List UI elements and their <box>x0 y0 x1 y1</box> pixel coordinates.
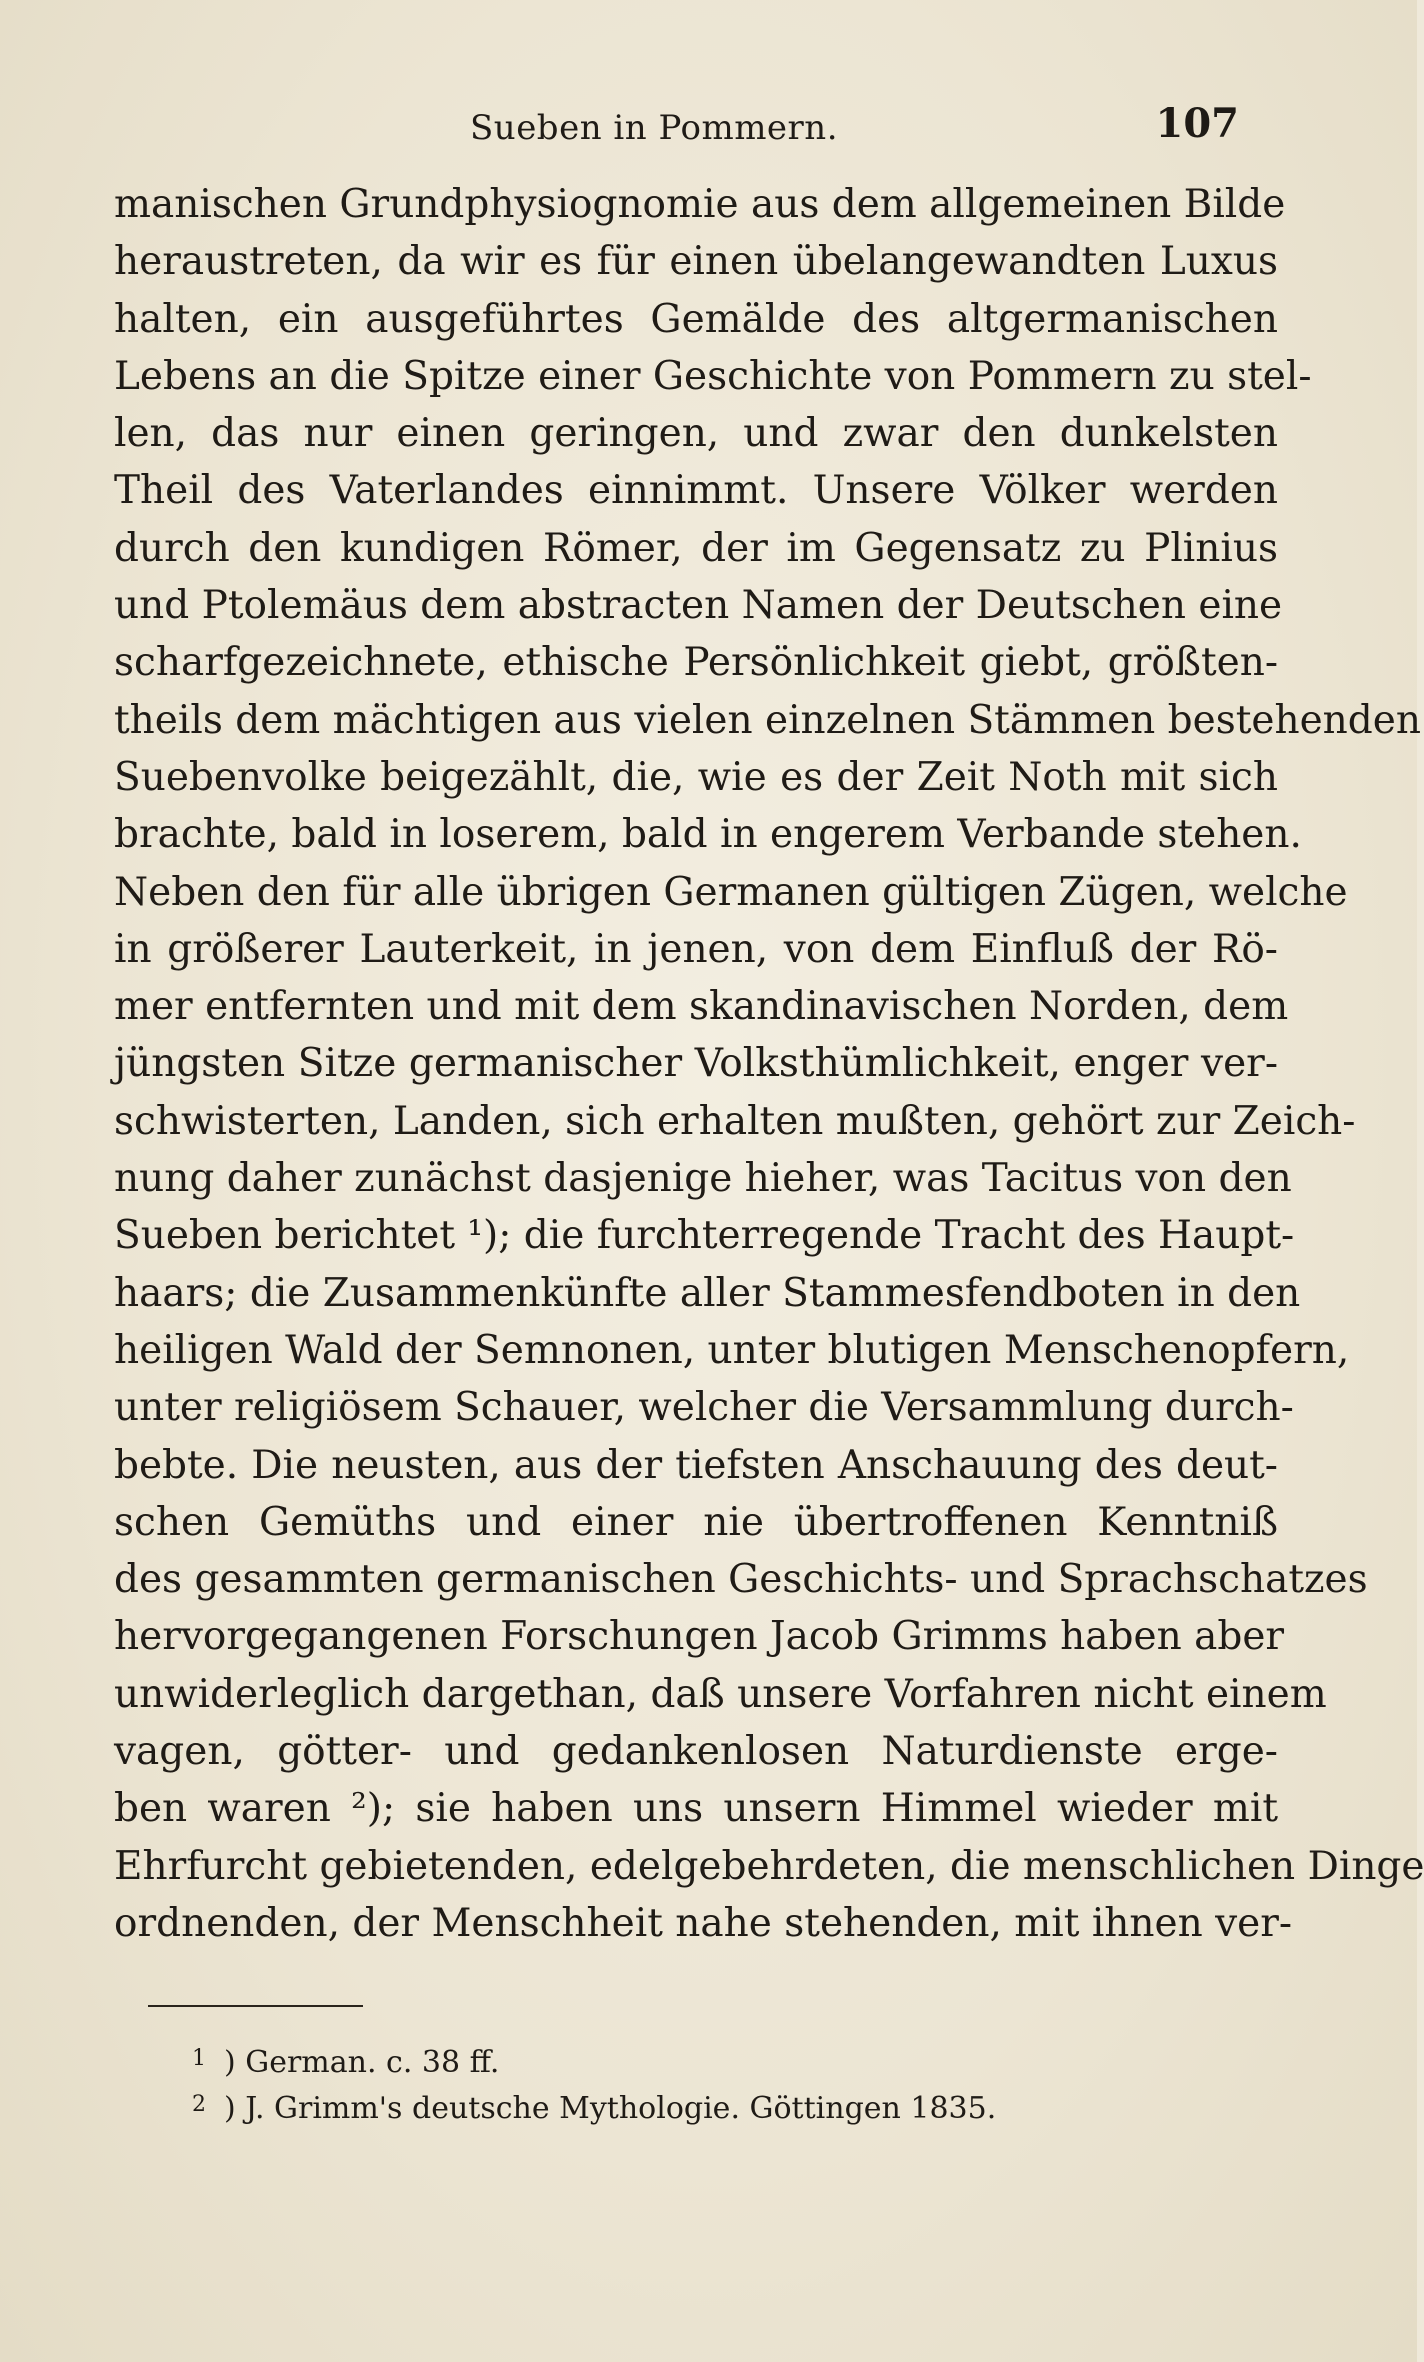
text-line: schwisterten, Landen, sich erhalten mußten, gehört zur Zeich- <box>114 1098 1356 1144</box>
body-text <box>114 176 1424 1952</box>
footnote <box>192 2086 1260 2132</box>
text-line: Lebens an die Spitze einer Geschichte von Pommern zu stel- <box>114 353 1312 399</box>
text-line: ben waren ²); sie haben uns unsern Himmel wieder mit <box>114 1786 1278 1832</box>
text-line: scharfgezeichnete, ethische Persönlichkeit giebt, größten- <box>114 640 1278 686</box>
page-header <box>0 100 1417 160</box>
text-line: hervorgegangenen Forschungen Jacob Grimms haben aber <box>114 1614 1285 1660</box>
text-line: theils dem mächtigen aus vielen einzelnen Stämmen bestehenden <box>114 697 1421 743</box>
footnotes <box>192 2040 1260 2132</box>
text-line: jüngsten Sitze germanischer Volksthümlichkeit, enger ver- <box>114 1041 1278 1087</box>
text-line: in größerer Lauterkeit, in jenen, von dem Einfluß der Rö- <box>114 926 1278 972</box>
text-line: vagen, götter- und gedankenlosen Naturdienste erge- <box>114 1729 1278 1775</box>
text-line: bebte. Die neusten, aus der tiefsten Anschauung des deut- <box>114 1442 1278 1488</box>
text-line: Sueben berichtet ¹); die furchterregende Tracht des Haupt- <box>114 1213 1295 1259</box>
text-line: len, das nur einen geringen, und zwar den dunkelsten <box>114 411 1278 457</box>
footnote <box>192 2040 1260 2086</box>
footnote-mark: 2 <box>192 2092 206 2117</box>
text-line: brachte, bald in loserem, bald in engerem Verbande stehen. <box>114 812 1302 858</box>
text-line: nung daher zunächst dasjenige hieher, was Tacitus von den <box>114 1156 1292 1202</box>
text-line: manischen Grundphysiognomie aus dem allgemeinen Bilde <box>114 182 1286 227</box>
text-line: Neben den für alle übrigen Germanen gültigen Zügen, welche <box>114 869 1348 915</box>
page-number: 107 <box>1155 100 1239 147</box>
footnote-divider <box>148 2005 363 2007</box>
footnote-text: ) German. c. 38 ff. <box>224 2045 500 2080</box>
text-line: schen Gemüths und einer nie übertroffenen Kenntniß <box>114 1499 1278 1545</box>
text-line: durch den kundigen Römer, der im Gegensatz zu Plinius <box>114 525 1278 571</box>
text-line: halten, ein ausgeführtes Gemälde des altgermanischen <box>114 296 1278 342</box>
text-line: des gesammten germanischen Geschichts- und Sprachschatzes <box>114 1557 1368 1603</box>
text-line: Theil des Vaterlandes einnimmt. Unsere Völker werden <box>114 468 1278 514</box>
text-line: mer entfernten und mit dem skandinavischen Norden, dem <box>114 984 1289 1030</box>
text-line: ordnenden, der Menschheit nahe stehenden, mit ihnen ver- <box>114 1900 1293 1946</box>
text-line: unter religiösem Schauer, welcher die Versammlung durch- <box>114 1385 1294 1431</box>
footnote-text: ) J. Grimm's deutsche Mythologie. Göttingen 1835. <box>224 2091 997 2126</box>
running-head: Sueben in Pommern. <box>470 108 839 148</box>
text-line: Suebenvolke beigezählt, die, wie es der Zeit Noth mit sich <box>114 754 1278 800</box>
text-line: und Ptolemäus dem abstracten Namen der Deutschen eine <box>114 583 1283 629</box>
text-line: Ehrfurcht gebietenden, edelgebehrdeten, die menschlichen Dinge <box>114 1843 1424 1889</box>
text-line: heiligen Wald der Semnonen, unter blutigen Menschenopfern, <box>114 1327 1350 1373</box>
text-line: unwiderleglich dargethan, daß unsere Vorfahren nicht einem <box>114 1671 1327 1717</box>
text-line: haars; die Zusammenkünfte aller Stammesfendboten in den <box>114 1270 1301 1316</box>
footnote-mark: 1 <box>192 2046 206 2071</box>
text-line: heraustreten, da wir es für einen übelangewandten Luxus <box>114 239 1278 285</box>
